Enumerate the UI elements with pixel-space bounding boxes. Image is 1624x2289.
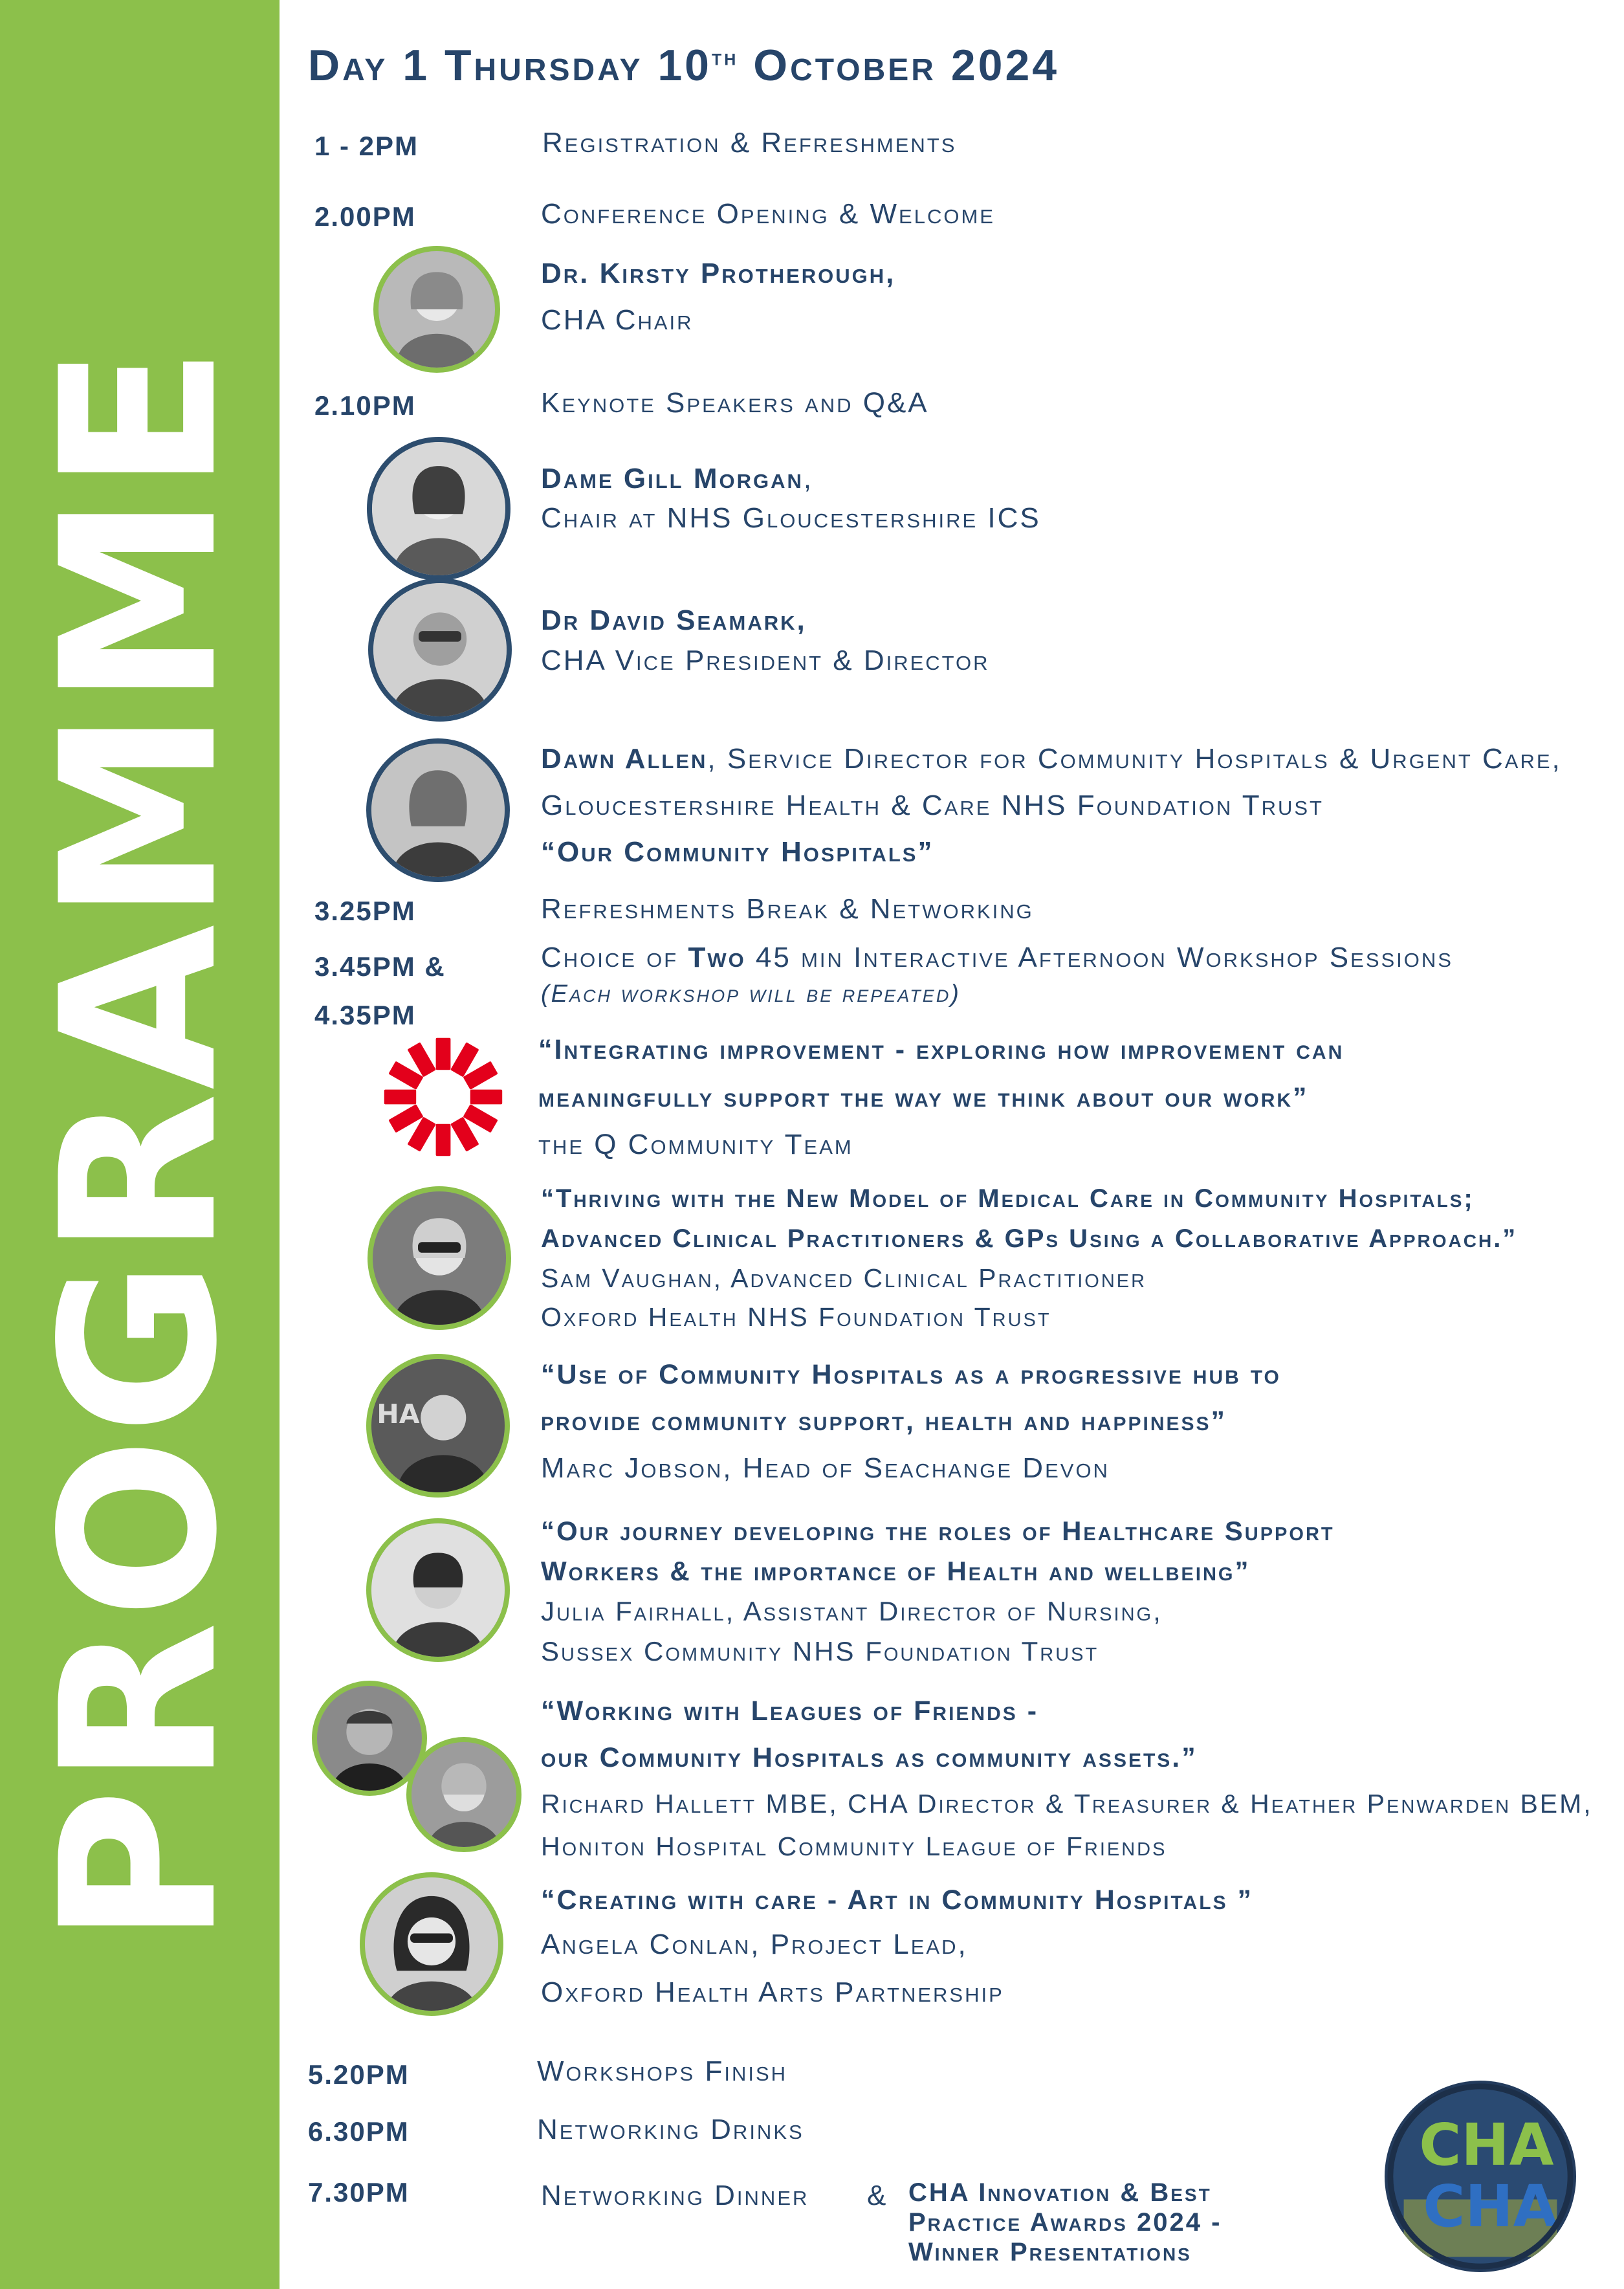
workshop-conlan-presenter: Angela Conlan, Project Lead,	[541, 1929, 968, 1960]
q-ring-icon	[382, 1035, 505, 1158]
workshop-q-title-2: meaningfully support the way we think about our work”	[538, 1082, 1309, 1113]
title-break: Refreshments Break & Networking	[541, 893, 1034, 925]
speaker-photo-vaughan	[368, 1186, 511, 1330]
title-dinner: Networking Dinner	[541, 2180, 809, 2211]
workshop-jobson-presenter: Marc Jobson, Head of Seachange Devon	[541, 1452, 1110, 1484]
time-finish: 5.20PM	[308, 2059, 410, 2090]
workshop-fairhall-title-1: “Our journey developing the roles of Healthcare Support	[541, 1516, 1335, 1546]
speaker-photo-conlan	[360, 1872, 503, 2016]
person-icon	[371, 744, 505, 877]
speaker-name-morgan: Dame Gill Morgan,	[541, 463, 814, 494]
title-workshops: Choice of Two 45 min Interactive Afternoon Workshop Sessions	[541, 942, 1453, 973]
title-finish: Workshops Finish	[537, 2055, 788, 2087]
title-keynote: Keynote Speakers and Q&A	[541, 387, 929, 419]
workshop-hallett-title-2: our Community Hospitals as community assets.”	[541, 1742, 1198, 1773]
workshop-q-presenter: the Q Community Team	[538, 1129, 853, 1160]
speaker-role-protherough: CHA Chair	[541, 304, 694, 336]
time-workshops-1: 3.45PM &	[314, 951, 446, 982]
workshop-fairhall-presenter: Julia Fairhall, Assistant Director of Nursing,	[541, 1596, 1163, 1626]
person-icon	[379, 251, 495, 368]
time-drinks: 6.30PM	[308, 2116, 410, 2147]
note-workshops: (Each workshop will be repeated)	[541, 980, 961, 1008]
person-icon	[317, 1686, 422, 1791]
workshop-hallett-org: Honiton Hospital Community League of Friends	[541, 1831, 1167, 1861]
workshop-jobson-title-1: “Use of Community Hospitals as a progressive hub to	[541, 1359, 1281, 1390]
workshop-vaughan-title-1: “Thriving with the New Model of Medical Care in Community Hospitals;	[541, 1184, 1475, 1213]
awards-line-2: Practice Awards 2024 -	[908, 2208, 1222, 2237]
programme-vertical-title: PROGRAMME	[16, 343, 264, 1945]
title-opening: Conference Opening & Welcome	[541, 198, 995, 230]
time-registration: 1 - 2PM	[314, 131, 419, 161]
person-icon	[371, 1359, 505, 1492]
workshop-fairhall-title-2: Workers & the importance of Health and wellbeing”	[541, 1556, 1251, 1586]
speaker-photo-penwarden	[406, 1737, 521, 1852]
time-workshops-2: 4.35PM	[314, 1000, 416, 1030]
awards-line-3: Winner Presentations	[908, 2238, 1192, 2266]
workshop-jobson-title-2: provide community support, health and happiness”	[541, 1406, 1227, 1437]
person-icon	[365, 1877, 498, 2011]
speaker-name-seamark: Dr David Seamark,	[541, 604, 807, 636]
workshop-vaughan-title-2: Advanced Clinical Practitioners & GPs Using a Collaborative Approach.”	[541, 1224, 1518, 1253]
title-drinks: Networking Drinks	[537, 2114, 804, 2145]
workshop-conlan-title: “Creating with care - Art in Community Hospitals ”	[541, 1885, 1254, 1916]
day-header: Day 1 Thursday 10th October 2024	[308, 41, 1060, 90]
person-icon	[373, 1191, 506, 1325]
speaker-org-allen: Gloucestershire Health & Care NHS Foundation Trust	[541, 790, 1324, 821]
speaker-role-seamark: CHA Vice President & Director	[541, 645, 990, 676]
time-keynote: 2.10PM	[314, 390, 416, 421]
speaker-photo-allen	[366, 738, 510, 882]
person-icon	[411, 1742, 516, 1847]
awards-line-1: CHA Innovation & Best	[908, 2178, 1212, 2207]
speaker-photo-seamark	[368, 578, 512, 722]
dinner-ampersand: &	[867, 2180, 888, 2211]
svg-text:CHA: CHA	[1423, 2173, 1558, 2240]
cha-logo-graphic	[1385, 2081, 1576, 2272]
workshop-hallett-title-1: “Working with Leagues of Friends -	[541, 1696, 1039, 1727]
workshop-vaughan-org: Oxford Health NHS Foundation Trust	[541, 1302, 1051, 1332]
cha-logo	[1385, 2081, 1576, 2272]
person-icon	[371, 1523, 505, 1657]
q-community-logo	[382, 1035, 505, 1158]
speaker-allen: Dawn Allen, Service Director for Community Hospitals & Urgent Care,	[541, 743, 1562, 775]
person-icon	[372, 442, 505, 575]
speaker-photo-protherough	[373, 246, 500, 373]
workshop-hallett-presenters: Richard Hallett MBE, CHA Director & Treasurer & Heather Penwarden BEM,	[541, 1789, 1593, 1819]
svg-text:CHA: CHA	[1419, 2112, 1554, 2179]
speaker-role-morgan: Chair at NHS Gloucestershire ICS	[541, 502, 1041, 534]
workshop-vaughan-presenter: Sam Vaughan, Advanced Clinical Practitioner	[541, 1263, 1147, 1293]
talk-title-allen: “Our Community Hospitals”	[541, 836, 934, 868]
time-break: 3.25PM	[314, 896, 416, 926]
speaker-photo-jobson	[366, 1354, 510, 1498]
speaker-photo-morgan	[367, 437, 510, 581]
title-registration: Registration & Refreshments	[542, 127, 957, 159]
person-icon	[373, 583, 507, 716]
time-opening: 2.00PM	[314, 201, 416, 232]
speaker-name-protherough: Dr. Kirsty Protherough,	[541, 258, 896, 289]
workshop-conlan-org: Oxford Health Arts Partnership	[541, 1976, 1004, 2008]
svg-text:HA: HA	[377, 1398, 420, 1430]
workshop-fairhall-org: Sussex Community NHS Foundation Trust	[541, 1636, 1099, 1666]
workshop-q-title-1: “Integrating improvement - exploring how improvement can	[538, 1034, 1344, 1065]
time-dinner: 7.30PM	[308, 2177, 410, 2207]
speaker-photo-fairhall	[366, 1518, 510, 1662]
